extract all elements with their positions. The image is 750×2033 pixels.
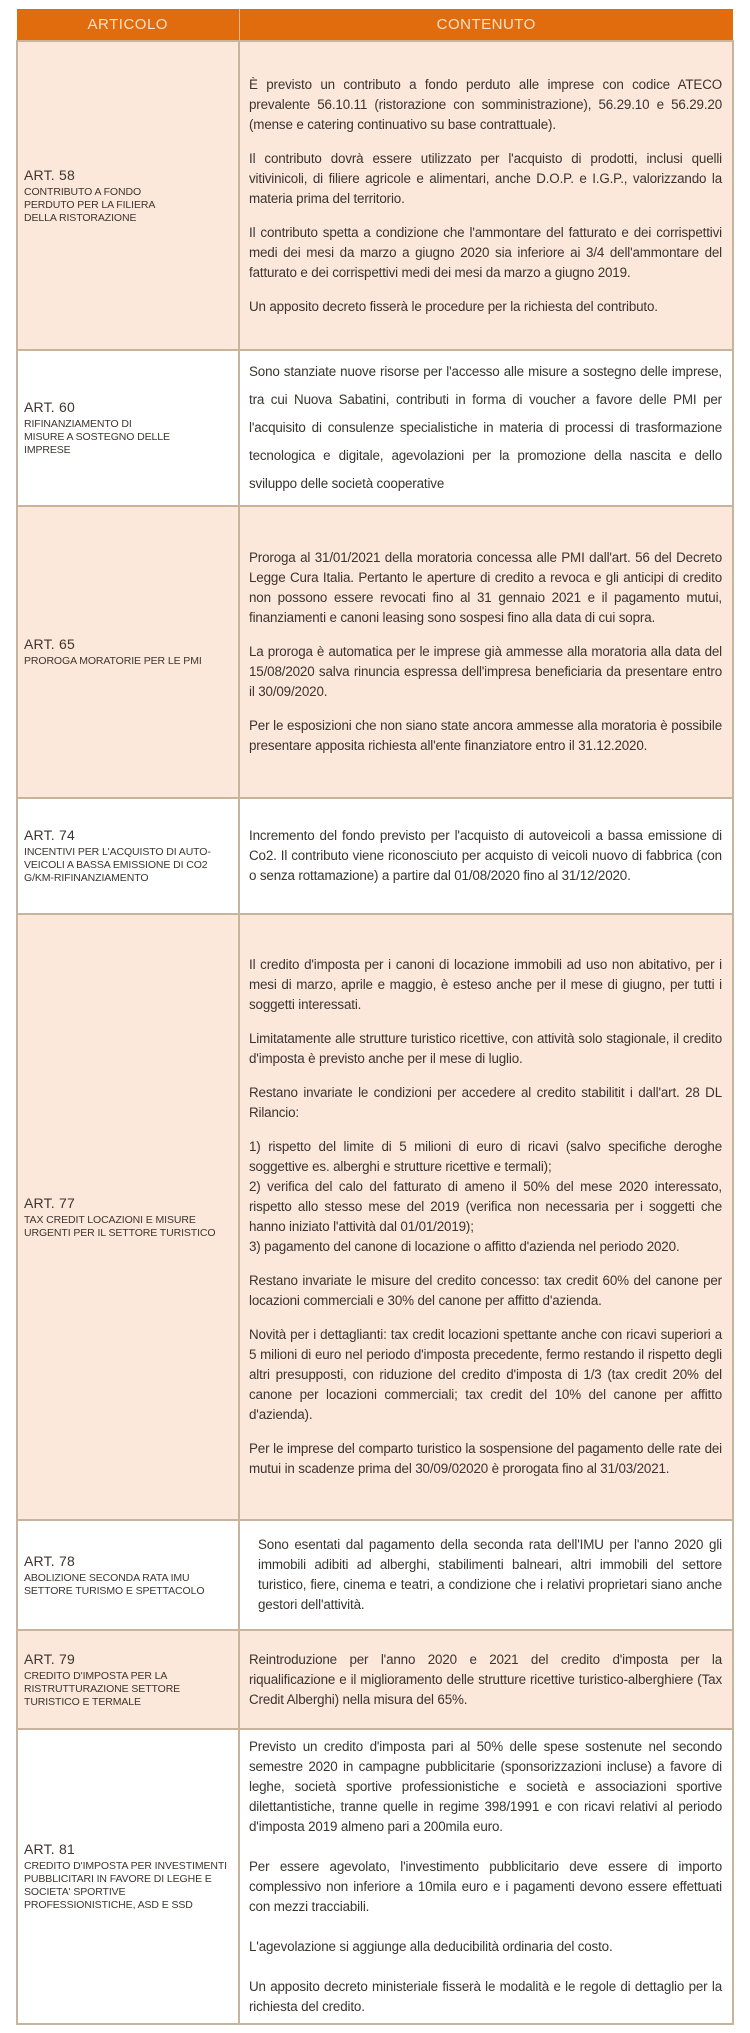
table-row <box>17 1729 733 2024</box>
article-cell <box>17 798 239 914</box>
content-paragraph: Per le imprese del comparto turistico la sospensione del pagamento delle rate dei mutui in scadenze prima del 30/09/02020 è prorogata fino al 31/03/2021. <box>249 1441 722 1476</box>
article-title: RIFINANZIAMENTO DI MISURE A SOSTEGNO DELLE IMPRESE <box>24 418 170 456</box>
article-cell <box>17 41 239 350</box>
content-cell <box>239 350 733 506</box>
articles-table <box>16 9 734 2025</box>
content-paragraph: Restano invariate le misure del credito concesso: tax credit 60% del canone per locazioni commerciali e 30% del canone per affitto d'azienda. <box>249 1273 722 1308</box>
article-cell <box>17 1729 239 2024</box>
content-paragraph: Reintroduzione per l'anno 2020 e 2021 del credito d'imposta per la riqualificazione e il miglioramento delle strutture ricettive turistico-alberghiere (Tax Credit Alberghi) nella misura del 65%. <box>249 1651 722 1707</box>
list-item: 2) verifica del calo del fatturato di ameno il 50% del mese 2020 interessato, rispetto allo stesso mese del 2019 (verifica non necessaria per i soggetti che hanno iniziato l'attività dal 01/01/2019); <box>249 1179 722 1234</box>
article-number: ART. 58 <box>24 166 75 183</box>
article-title: ABOLIZIONE SECONDA RATA IMU SETTORE TURISMO E SPETTACOLO <box>24 1571 205 1597</box>
table-row <box>17 1630 733 1729</box>
article-title: TAX CREDIT LOCAZIONI E MISURE URGENTI PER IL SETTORE TURISTICO <box>24 1213 216 1239</box>
article-number: ART. 81 <box>24 1841 75 1857</box>
article-title: CREDITO D'IMPOSTA PER LA RISTRUTTURAZIONE SETTORE TURISTICO E TERMALE <box>24 1669 181 1708</box>
content-paragraph: Previsto un credito d'imposta pari al 50% delle spese sostenute nel secondo semestre 2020 in campagne pubblicitarie (sponsorizzazioni incluse) a favore di leghe, società sportive professionistiche e società e associazioni sportive dilettantistiche, tranne quelle in regime 398/1991 e con ricavi relativi al periodo d'imposta 2019 almeno pari a 200mila euro. <box>249 1738 722 1834</box>
content-cell <box>239 1729 733 2024</box>
article-cell <box>17 914 239 1520</box>
content-paragraph: L'agevolazione si aggiunge alla deducibilità ordinaria del costo. <box>249 1938 613 1954</box>
conditions-list <box>249 1137 722 1257</box>
article-title: CONTRIBUTO A FONDO PERDUTO PER LA FILIERA DELLA RISTORAZIONE <box>24 185 155 224</box>
content-paragraph: Limitatamente alle strutture turistico ricettive, con attività solo stagionale, il credito d'imposta è previsto anche per il mese di luglio. <box>249 1031 722 1066</box>
article-title: INCENTIVI PER L'ACQUISTO DI AUTO-VEICOLI A BASSA EMISSIONE DI CO2 G/KM-RIFINANZIAMENTO <box>24 846 211 884</box>
article-cell <box>17 506 239 798</box>
article-cell <box>17 1630 239 1729</box>
list-item: 1) rispetto del limite di 5 milioni di euro di ricavi (salvo specifiche deroghe soggettive es. alberghi e strutture ricettive e termali); <box>249 1139 722 1174</box>
content-paragraph: Sono stanziate nuove risorse per l'accesso alle misure a sostegno delle imprese, tra cui Nuova Sabatini, contributi in forma di voucher a favore delle PMI per l'acquisito di consulenze specialistiche in materia di processi di trasformazione tecnologica e digitale, agevolazioni per la promozione della nascita e dello sviluppo delle società cooperative <box>249 364 722 491</box>
article-title: PROROGA MORATORIE PER LE PMI <box>24 655 202 667</box>
article-number: ART. 74 <box>24 827 75 843</box>
article-title: CREDITO D'IMPOSTA PER INVESTIMENTI PUBBLICITARI IN FAVORE DI LEGHE E SOCIETA' SPORTIVE PROFESSIONISTICHE, ASD E SSD <box>24 1860 227 1911</box>
article-number: ART. 79 <box>24 1650 75 1667</box>
content-cell <box>239 1630 733 1729</box>
article-number: ART. 60 <box>24 399 75 415</box>
content-paragraph: Incremento del fondo previsto per l'acquisto di autoveicoli a bassa emissione di Co2. Il contributo viene riconosciuto per acquisto di veicoli nuovo di fabbrica (con o senza rottamazione) a partire dal 01/08/2020 fino al 31/12/2020. <box>249 828 722 883</box>
content-cell <box>239 914 733 1520</box>
content-paragraph: Per le esposizioni che non siano state ancora ammesse alla moratoria è possibile presentare apposita richiesta all'ente finanziatore entro il 31.12.2020. <box>249 718 722 753</box>
article-number: ART. 77 <box>24 1194 75 1211</box>
content-paragraph: Sono esentati dal pagamento della seconda rata dell'IMU per l'anno 2020 gli immobili adibiti ad alberghi, stabilimenti balneari, altri immobili del settore turistico, fiere, cinema e teatri, a condizione che i relativi proprietari siano anche gestori dell'attività. <box>258 1537 722 1612</box>
content-paragraph: Il contributo dovrà essere utilizzato per l'acquisto di prodotti, inclusi quelli vitivinicoli, di filiere agricole e alimentari, anche D.O.P. e I.G.P., valorizzando la materia prima del territorio. <box>249 150 722 206</box>
content-paragraph: Proroga al 31/01/2021 della moratoria concessa alle PMI dall'art. 56 del Decreto Legge Cura Italia. Pertanto le aperture di credito a revoca e gli anticipi di credito non possono essere revocati fino al 31 gennaio 2021 e il pagamento mutui, finanziamenti e canoni leasing sono sospesi fino alla data di cui sopra. <box>249 550 722 625</box>
content-cell <box>239 506 733 798</box>
list-item: 3) pagamento del canone di locazione o affitto d'azienda nel periodo 2020. <box>249 1239 680 1254</box>
table-row <box>17 798 733 914</box>
content-paragraph: La proroga è automatica per le imprese già ammesse alla moratoria alla data del 15/08/2020 salva rinuncia espressa dell'impresa beneficiaria da presentare entro il 30/09/2020. <box>249 644 722 699</box>
content-paragraph: Un apposito decreto fisserà le procedure per la richiesta del contributo. <box>249 298 658 314</box>
table-row <box>17 506 733 798</box>
table-row <box>17 1520 733 1630</box>
article-number: ART. 65 <box>24 636 75 652</box>
table-row <box>17 41 733 350</box>
content-cell <box>239 798 733 914</box>
article-number: ART. 78 <box>24 1552 75 1569</box>
content-paragraph: Un apposito decreto ministeriale fisserà le modalità e le regole di dettaglio per la richiesta del credito. <box>249 1978 722 2014</box>
content-paragraph: Per essere agevolato, l'investimento pubblicitario deve essere di importo complessivo non inferiore a 10mila euro e i pagamenti devono essere effettuati con mezzi tracciabili. <box>249 1858 722 1914</box>
content-paragraph: Novità per i dettaglianti: tax credit locazioni spettante anche con ricavi superiori a 5 milioni di euro nel periodo d'imposta precedente, fermo restando il rispetto degli altri presupposti, con riduzione del credito d'imposta di 1/3 (tax credit 20% del canone per locazioni commerciali; tax credit del 10% del canone per affitto d'azienda). <box>249 1327 722 1422</box>
article-cell <box>17 1520 239 1630</box>
content-paragraph: È previsto un contributo a fondo perduto alle imprese con codice ATECO prevalente 56.10.11 (ristorazione con somministrazione), 56.29.10 e 56.29.20 (mense e catering continuativo su base contrattuale). <box>249 76 722 132</box>
table-row <box>17 350 733 506</box>
content-cell <box>239 41 733 350</box>
table-row <box>17 914 733 1520</box>
table-header-row <box>17 9 733 41</box>
header-contenuto: CONTENUTO <box>239 9 733 41</box>
content-paragraph: Il credito d'imposta per i canoni di locazione immobili ad uso non abitativo, per i mesi di marzo, aprile e maggio, è esteso anche per il mese di giugno, per tutti i soggetti interessati. <box>249 957 722 1012</box>
header-articolo: ARTICOLO <box>17 9 239 41</box>
content-paragraph: Il contributo spetta a condizione che l'ammontare del fatturato e dei corrispettivi medi dei mesi da marzo a giugno 2020 sia inferiore ai 3/4 dell'ammontare del fatturato e dei corrispettivi medi dei mesi da marzo a giugno 2019. <box>249 224 722 280</box>
content-paragraph: Restano invariate le condizioni per accedere al credito stabilitit i dall'art. 28 DL Rilancio: <box>249 1085 722 1120</box>
content-cell <box>239 1520 733 1630</box>
article-cell <box>17 350 239 506</box>
